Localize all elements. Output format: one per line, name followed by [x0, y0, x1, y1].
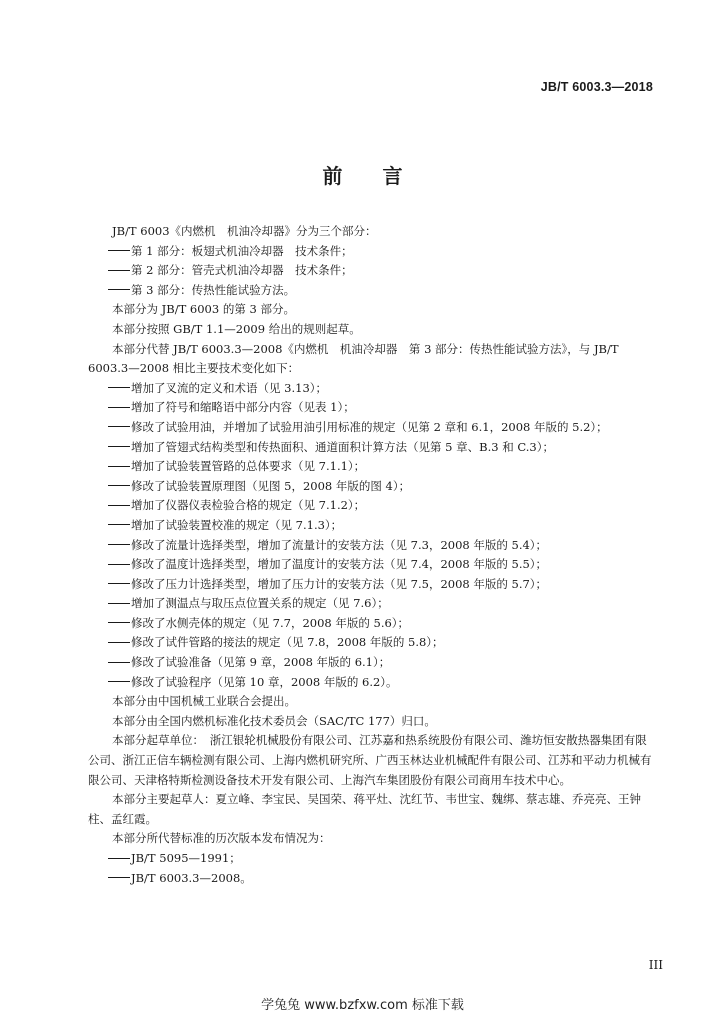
- paragraph-text: 增加了试验装置校准的规定（见 7.1.3）；: [131, 517, 343, 532]
- list-item: [88, 869, 658, 889]
- paragraph-text: 修改了试验准备（见第 9 章，2008 年版的 6.1）；: [131, 655, 391, 670]
- paragraph-text: 增加了叉流的定义和术语（见 3.13）；: [131, 380, 328, 395]
- page-title: 前言: [322, 164, 443, 188]
- em-dash: [108, 858, 130, 859]
- list-item: [88, 614, 658, 634]
- em-dash: [108, 387, 130, 388]
- paragraph: [88, 340, 658, 379]
- paragraph: [88, 790, 658, 829]
- em-dash: [108, 622, 130, 623]
- list-item: [88, 242, 658, 262]
- list-item: [88, 849, 658, 869]
- paragraph-text: 修改了水侧壳体的规定（见 7.7，2008 年版的 5.6）；: [131, 615, 410, 630]
- em-dash: [108, 564, 130, 565]
- paragraph-text: JB/T 6003.3—2008。: [131, 870, 252, 885]
- em-dash: [108, 544, 130, 545]
- paragraph-text: 增加了符号和缩略语中部分内容（见表 1）；: [131, 400, 355, 415]
- standard-code: JB/T 6003.3—2018: [540, 80, 653, 94]
- paragraph-text: 本部分所代替标准的历次版本发布情况为：: [112, 831, 331, 846]
- paragraph-text: 本部分主要起草人：夏立峰、李宝民、吴国荣、蒋平灶、沈红节、韦世宝、魏绑、蔡志雄、乔亮亮、王钟柱、孟红霞。: [88, 792, 641, 826]
- paragraph-text: 修改了试验用油，并增加了试验用油引用标准的规定（见第 2 章和 6.1，2008 年版的 5.2）；: [131, 419, 608, 434]
- em-dash: [108, 603, 130, 604]
- paragraph: [88, 829, 658, 849]
- paragraph: [88, 300, 658, 320]
- paragraph-text: 本部分由中国机械工业联合会提出。: [112, 694, 296, 709]
- paragraph: [88, 731, 658, 790]
- em-dash: [108, 583, 130, 584]
- list-item: [88, 379, 658, 399]
- em-dash: [108, 289, 130, 290]
- list-item: [88, 653, 658, 673]
- paragraph-text: 第 2 部分：管壳式机油冷却器 技术条件；: [131, 263, 353, 278]
- paragraph-text: 修改了试件管路的接法的规定（见 7.8，2008 年版的 5.8）；: [131, 635, 444, 650]
- em-dash: [108, 662, 130, 663]
- paragraph-text: 增加了试验装置管路的总体要求（见 7.1.1）；: [131, 459, 366, 474]
- paragraph-text: 修改了试验装置原理图（见图 5，2008 年版的图 4）；: [131, 478, 411, 493]
- em-dash: [108, 446, 130, 447]
- list-item: [88, 457, 658, 477]
- em-dash: [108, 250, 130, 251]
- list-item: [88, 673, 658, 693]
- paragraph-text: JB/T 6003《内燃机 机油冷却器》分为三个部分：: [112, 224, 377, 238]
- list-item: [88, 281, 658, 301]
- list-item: [88, 398, 658, 418]
- list-item: [88, 496, 658, 516]
- paragraph-text: 增加了仪器仪表检验合格的规定（见 7.1.2）；: [131, 498, 366, 513]
- paragraph-text: 本部分按照 GB/T 1.1—2009 给出的规则起草。: [112, 321, 361, 336]
- em-dash: [108, 426, 130, 427]
- em-dash: [108, 681, 130, 682]
- list-item: [88, 575, 658, 595]
- paragraph-text: 增加了管翅式结构类型和传热面积、通道面积计算方法（见第 5 章、B.3 和 C.3）；: [131, 439, 554, 454]
- em-dash: [108, 505, 130, 506]
- list-item: [88, 555, 658, 575]
- paragraph: [88, 692, 658, 712]
- em-dash: [108, 642, 130, 643]
- em-dash: [108, 877, 130, 878]
- list-item: [88, 516, 658, 536]
- paragraph-text: 本部分起草单位： 浙江银轮机械股份有限公司、江苏嘉和热系统股份有限公司、潍坊恒安散热器集团有限公司、浙江正信车辆检测有限公司、上海内燃机研究所、广西玉林达业机械配件有限公司、江苏和平动力机械有限公司、天津格特斯检测设备技术开发有限公司、上海汽车集团股份有限公司商用车技术中心。: [88, 733, 652, 787]
- list-item: [88, 261, 658, 281]
- list-item: [88, 438, 658, 458]
- list-item: [88, 594, 658, 614]
- paragraph-text: 增加了测温点与取压点位置关系的规定（见 7.6）；: [131, 596, 389, 611]
- list-item: [88, 633, 658, 653]
- paragraph-text: 本部分由全国内燃机标准化技术委员会（SAC/TC 177）归口。: [112, 713, 436, 728]
- list-item: [88, 536, 658, 556]
- em-dash: [108, 466, 130, 467]
- paragraph-text: 本部分为 JB/T 6003 的第 3 部分。: [112, 302, 295, 317]
- paragraph-text: 修改了流量计选择类型，增加了流量计的安装方法（见 7.3，2008 年版的 5.4）；: [131, 537, 548, 552]
- watermark-footer: 学兔兔 www.bzfxw.com 标准下载: [261, 998, 464, 1013]
- paragraph-text: 第 3 部分：传热性能试验方法。: [131, 282, 296, 297]
- paragraph-text: 修改了压力计选择类型，增加了压力计的安装方法（见 7.5，2008 年版的 5.7）；: [131, 576, 548, 591]
- paragraph-text: JB/T 5095—1991；: [131, 851, 241, 865]
- list-item: [88, 477, 658, 497]
- em-dash: [108, 485, 130, 486]
- paragraph: [88, 712, 658, 732]
- em-dash: [108, 270, 130, 271]
- list-item: [88, 418, 658, 438]
- paragraph-text: 修改了试验程序（见第 10 章，2008 年版的 6.2）。: [131, 674, 398, 689]
- paragraph: [88, 320, 658, 340]
- page-number: III: [648, 958, 663, 972]
- paragraph: [88, 222, 658, 242]
- paragraph-text: 第 1 部分：板翅式机油冷却器 技术条件；: [131, 243, 353, 258]
- paragraph-text: 本部分代替 JB/T 6003.3—2008《内燃机 机油冷却器 第 3 部分：传热性能试验方法》，与 JB/T 6003.3—2008 相比主要技术变化如下：: [88, 341, 619, 376]
- document-body: [88, 222, 658, 888]
- paragraph-text: 修改了温度计选择类型，增加了温度计的安装方法（见 7.4，2008 年版的 5.5）；: [131, 557, 548, 572]
- em-dash: [108, 407, 130, 408]
- em-dash: [108, 524, 130, 525]
